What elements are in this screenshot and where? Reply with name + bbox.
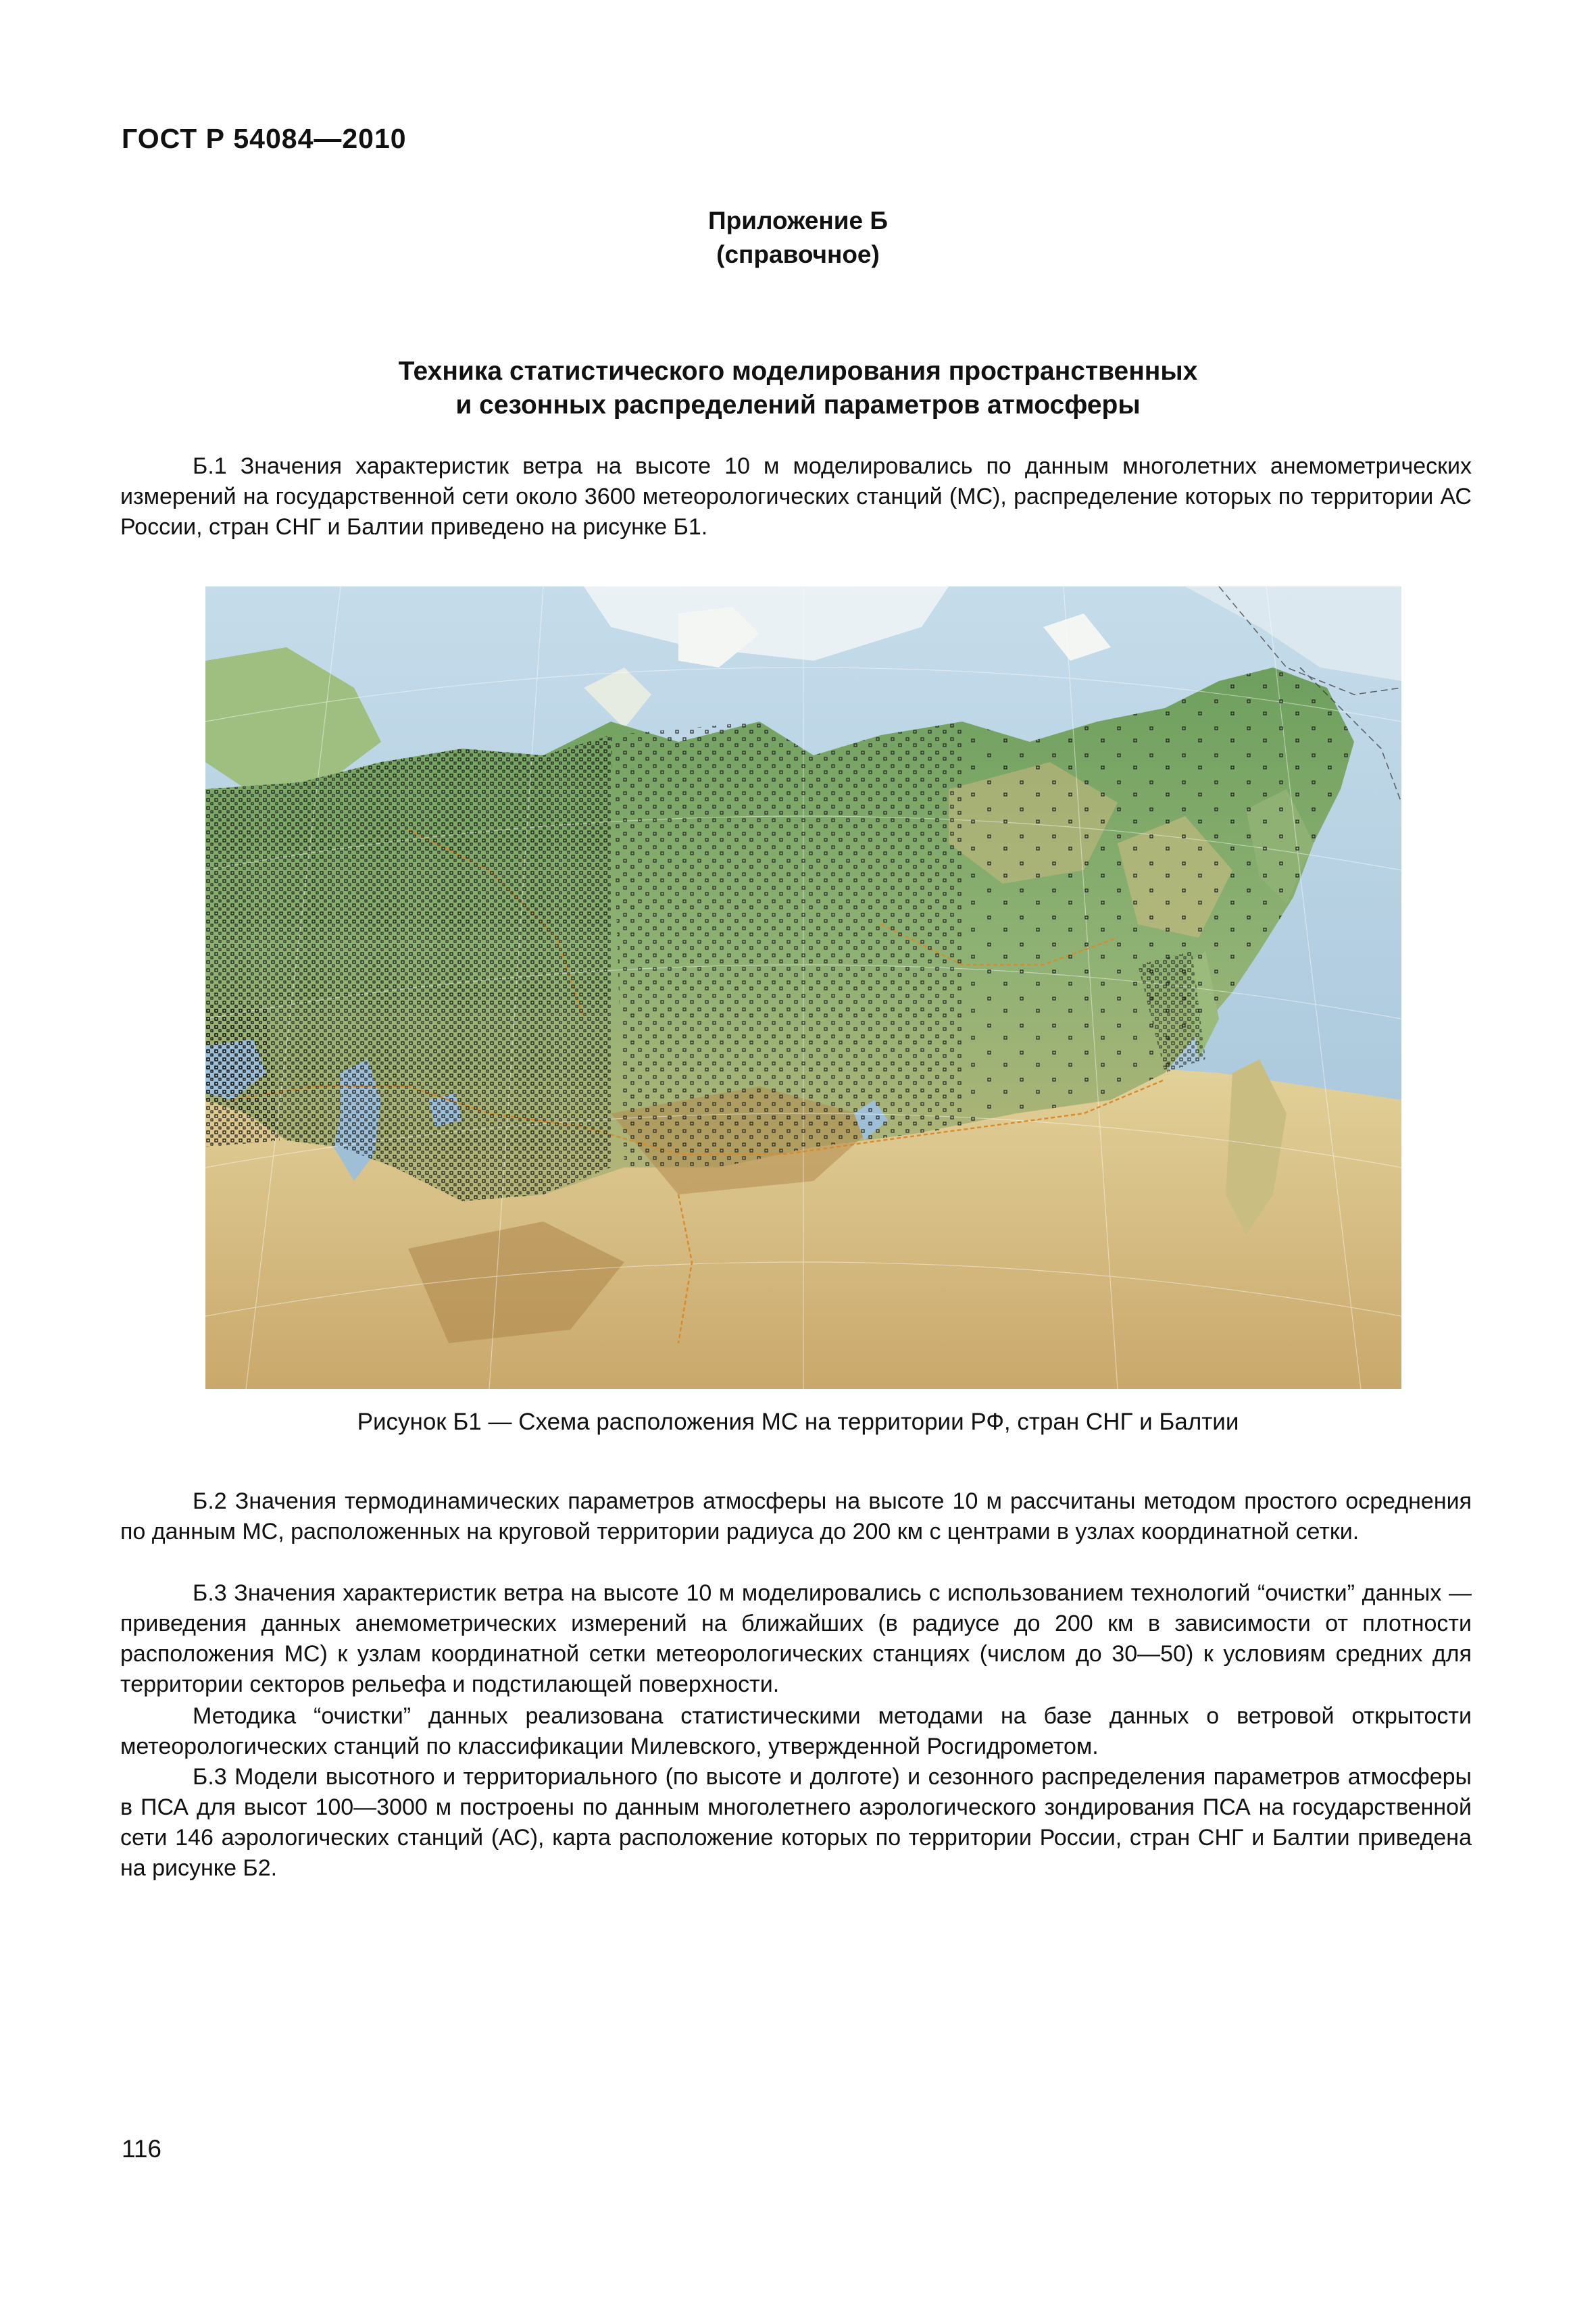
paragraph-b1: Б.1 Значения характеристик ветра на высоте 10 м моделировались по данным многолетних анемометрических измерений на государственной сети около 3600 метеорологических станций (МС), распределение которых по территории АС России, стран СНГ и Балтии приведено на рисунке Б1. bbox=[120, 453, 1472, 540]
paragraph-b3b: Б.3 Модели высотного и территориального (по высоте и долготе) и сезонного распределения параметров атмосферы в ПСА для высот 100—3000 м построены по данным многолетнего аэрологического зондирования ПСА на государственной сети 146 аэрологических станций (АС), карта расположение которых по территории России, стран СНГ и Балтии приведена на рисунке Б2. bbox=[120, 1764, 1472, 1881]
page-number: 116 bbox=[122, 2135, 161, 2163]
station-map-figure bbox=[205, 586, 1401, 1389]
section-title-line1: Техника статистического моделирования пространственных bbox=[398, 357, 1198, 386]
stations-central bbox=[611, 722, 962, 1167]
appendix-title: Приложение Б bbox=[708, 207, 888, 234]
station-map bbox=[205, 586, 1401, 1389]
section-title-line2: и сезонных распределений параметров атмосферы bbox=[455, 391, 1141, 420]
paragraph-method: Методика “очистки” данных реализована статистическими методами на базе данных о ветровой открытости метеорологических станций по классификации Милевского, утвержденной Росгидрометом. bbox=[120, 1703, 1472, 1759]
paragraph-b3a: Б.3 Значения характеристик ветра на высоте 10 м моделировались с использованием технологий “очистки” данных — приведения данных анемометрических измерений на ближайших (в радиусе до 200 км в зависимости от плотности расположения МС) к узлам координатной сетки метеорологических станциях (числом до 30—50) к условиям средних для территории секторов рельефа и подстилающей поверхности. bbox=[120, 1580, 1472, 1697]
document-code: ГОСТ Р 54084—2010 bbox=[122, 123, 407, 154]
paragraph-b2: Б.2 Значения термодинамических параметров атмосферы на высоте 10 м рассчитаны методом простого осреднения по данным МС, расположенных на круговой территории радиуса до 200 км с центрами в узлах координатной сетки. bbox=[120, 1488, 1472, 1544]
appendix-subtitle: (справочное) bbox=[716, 241, 880, 268]
figure-caption: Рисунок Б1 — Схема расположения МС на территории РФ, стран СНГ и Балтии bbox=[357, 1409, 1239, 1435]
